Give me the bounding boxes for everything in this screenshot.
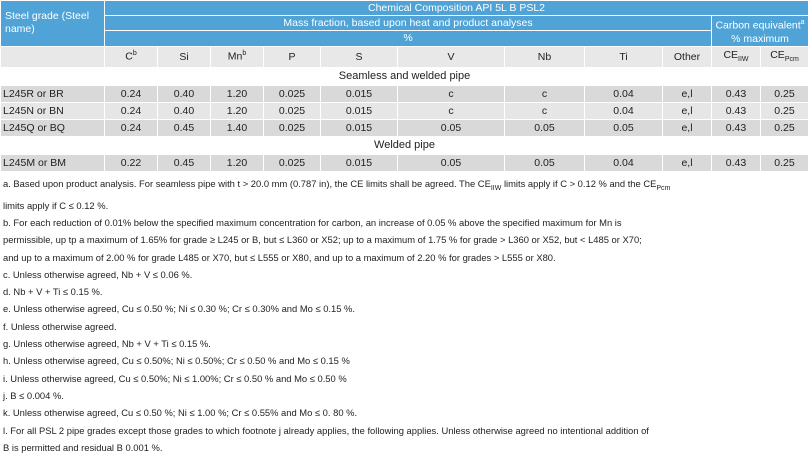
note-a-line1: a. Based upon product analysis. For seamless pipe with t > 20.0 mm (0.787 in), the CE limits shall be agreed. The $CE_{IIW}$ limits apply if C > 0.12 % and the $CE_{Pcm}$ bbox=[3, 175, 764, 197]
value-cell: 0.05 bbox=[585, 119, 663, 136]
table-row bbox=[1, 154, 809, 171]
carbon-equivalent-unit: % maximum bbox=[731, 33, 789, 45]
note-b-line1: b. For each reduction of 0.01% below the specified maximum concentration for carbon, an increase of 0.05 % above the specified maximum for Mn is bbox=[3, 214, 764, 231]
value-cell: 0.05 bbox=[398, 119, 505, 136]
value-cell: 0.45 bbox=[158, 154, 211, 171]
value-cell: e,l bbox=[663, 85, 712, 102]
chemical-composition-table bbox=[0, 0, 809, 172]
column-header: Nb bbox=[505, 46, 585, 67]
value-cell: 0.015 bbox=[321, 102, 398, 119]
value-cell: 0.025 bbox=[264, 119, 321, 136]
value-cell: 0.015 bbox=[321, 119, 398, 136]
carbon-equivalent-header bbox=[712, 16, 809, 47]
steel-grade-cell: L245Q or BQ bbox=[1, 119, 105, 136]
section-seamless: Seamless and welded pipe bbox=[1, 67, 809, 85]
value-cell: e,l bbox=[663, 119, 712, 136]
steel-grade-cell: L245M or BM bbox=[1, 154, 105, 171]
footnotes bbox=[0, 172, 768, 456]
note-b-line2: permissible, up tp a maximum of 1.65% for grade ≥ L245 or B, but ≤ L360 or X52; up to a maximum of 1.75 % for grade > L360 or X52, but < L485 or X70; bbox=[3, 231, 764, 248]
value-cell: c bbox=[398, 85, 505, 102]
value-cell: c bbox=[398, 102, 505, 119]
value-cell: 0.04 bbox=[585, 85, 663, 102]
note-g: g. Unless otherwise agreed, Nb + V + Ti ≤ 0.15 %. bbox=[3, 335, 764, 352]
value-cell: 0.24 bbox=[105, 119, 158, 136]
value-cell: 1.20 bbox=[211, 102, 264, 119]
column-header: Ti bbox=[585, 46, 663, 67]
value-cell: 0.25 bbox=[761, 154, 809, 171]
table-row bbox=[1, 102, 809, 119]
column-header: Other bbox=[663, 46, 712, 67]
column-header: Si bbox=[158, 46, 211, 67]
mass-fraction-header: Mass fraction, based upon heat and product analyses bbox=[105, 16, 712, 31]
section-welded: Welded pipe bbox=[1, 136, 809, 154]
value-cell: 0.40 bbox=[158, 85, 211, 102]
value-cell: 0.04 bbox=[585, 102, 663, 119]
value-cell: 1.20 bbox=[211, 85, 264, 102]
note-i: i. Unless otherwise agreed, Cu ≤ 0.50%; Ni ≤ 1.00%; Cr ≤ 0.50 % and Mo ≤ 0.50 % bbox=[3, 370, 764, 387]
column-header: P bbox=[264, 46, 321, 67]
value-cell: c bbox=[505, 102, 585, 119]
column-header: $C^b$ bbox=[105, 46, 158, 67]
note-a-line2: limits apply if C ≤ 0.12 %. bbox=[3, 197, 764, 214]
value-cell: 0.43 bbox=[712, 119, 761, 136]
note-j: j. B ≤ 0.004 %. bbox=[3, 387, 764, 404]
percent-header: % bbox=[105, 31, 712, 46]
note-e: e. Unless otherwise agreed, Cu ≤ 0.50 %; Ni ≤ 0.30 %; Cr ≤ 0.30% and Mo ≤ 0.15 %. bbox=[3, 300, 764, 317]
value-cell: 0.43 bbox=[712, 85, 761, 102]
value-cell: 1.40 bbox=[211, 119, 264, 136]
value-cell: 0.015 bbox=[321, 154, 398, 171]
column-header-row bbox=[1, 46, 809, 67]
steel-grade-cell: L245N or BN bbox=[1, 102, 105, 119]
note-h: h. Unless otherwise agreed, Cu ≤ 0.50%; Ni ≤ 0.50%; Cr ≤ 0.50 % and Mo ≤ 0.15 % bbox=[3, 352, 764, 369]
steel-grade-cell: L245R or BR bbox=[1, 85, 105, 102]
note-d: d. Nb + V + Ti ≤ 0.15 %. bbox=[3, 283, 764, 300]
value-cell: 0.025 bbox=[264, 85, 321, 102]
column-header: $CE_{IIW}$ bbox=[712, 46, 761, 67]
value-cell: 0.43 bbox=[712, 154, 761, 171]
value-cell: 0.40 bbox=[158, 102, 211, 119]
value-cell: 0.05 bbox=[505, 119, 585, 136]
value-cell: 0.43 bbox=[712, 102, 761, 119]
value-cell: 0.05 bbox=[505, 154, 585, 171]
value-cell: 0.45 bbox=[158, 119, 211, 136]
value-cell: c bbox=[505, 85, 585, 102]
value-cell: 0.25 bbox=[761, 102, 809, 119]
value-cell: 0.22 bbox=[105, 154, 158, 171]
column-header: Mn$^b$ bbox=[211, 46, 264, 67]
note-f: f. Unless otherwise agreed. bbox=[3, 318, 764, 335]
value-cell: 0.25 bbox=[761, 119, 809, 136]
value-cell: 0.05 bbox=[398, 154, 505, 171]
value-cell: 0.015 bbox=[321, 85, 398, 102]
column-header: $CE_{Pcm}$ bbox=[761, 46, 809, 67]
value-cell: e,l bbox=[663, 154, 712, 171]
note-b-line3: and up to a maximum of 2.00 % for grade L485 or X70, but ≤ L555 or X80, and up to a maximum of 2.20 % for grades > L555 or X80. bbox=[3, 249, 764, 266]
note-l-line2: B is permitted and residual B 0.001 %. bbox=[3, 439, 764, 456]
note-l-line1: l. For all PSL 2 pipe grades except those grades to which footnote j already applies, the following applies. Unless otherwise agreed no intentional addition of bbox=[3, 422, 764, 439]
column-header: S bbox=[321, 46, 398, 67]
value-cell: 0.025 bbox=[264, 154, 321, 171]
value-cell: 0.25 bbox=[761, 85, 809, 102]
note-c: c. Unless otherwise agreed, Nb + V ≤ 0.06 %. bbox=[3, 266, 764, 283]
table-title: Chemical Composition API 5L B PSL2 bbox=[105, 1, 809, 16]
table-row bbox=[1, 119, 809, 136]
value-cell: 0.24 bbox=[105, 102, 158, 119]
value-cell: e,l bbox=[663, 102, 712, 119]
value-cell: 0.04 bbox=[585, 154, 663, 171]
value-cell: 0.025 bbox=[264, 102, 321, 119]
carbon-equivalent-label: Carbon equivalent bbox=[715, 20, 800, 32]
column-header: V bbox=[398, 46, 505, 67]
value-cell: 0.24 bbox=[105, 85, 158, 102]
table-row bbox=[1, 85, 809, 102]
carbon-equivalent-sup: a bbox=[801, 19, 805, 26]
note-k: k. Unless otherwise agreed, Cu ≤ 0.50 %; Ni ≤ 1.00 %; Cr ≤ 0.55% and Mo ≤ 0. 80 %. bbox=[3, 404, 764, 421]
grade-col-blank bbox=[1, 46, 105, 67]
value-cell: 1.20 bbox=[211, 154, 264, 171]
steel-grade-header: Steel grade (Steel name) bbox=[1, 1, 105, 47]
